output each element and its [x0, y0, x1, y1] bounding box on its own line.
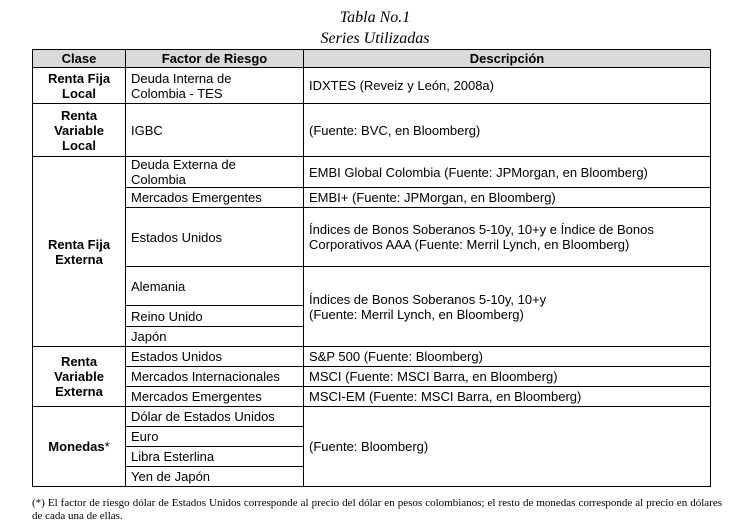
- descripcion-cell: IDXTES (Reveiz y León, 2008a): [304, 68, 711, 104]
- factor-cell: [126, 157, 304, 188]
- clase-renta-variable-externa: [33, 347, 126, 407]
- descripcion-cell: EMBI+ (Fuente: JPMorgan, en Bloomberg): [304, 188, 711, 208]
- clase-label: Renta Fija Local: [47, 70, 111, 101]
- header-clase: Clase: [33, 50, 126, 68]
- factor-cell: Estados Unidos: [126, 347, 304, 367]
- descripcion-cell: (Fuente: BVC, en Bloomberg): [304, 104, 711, 157]
- table-caption-title: Series Utilizadas: [320, 30, 430, 47]
- descripcion-cell: MSCI (Fuente: MSCI Barra, en Bloomberg): [304, 367, 711, 387]
- header-descripcion: Descripción: [304, 50, 711, 68]
- clase-label: Renta Variable Local: [54, 107, 104, 153]
- descripcion-label: Índices de Bonos Soberanos 5-10y, 10+y e Índice de Bonos Corporativos AAA (Fuente: Merril Lynch, en Bloomberg): [309, 222, 654, 252]
- footnote-marker: *: [104, 439, 110, 454]
- factor-cell: Japón: [126, 327, 304, 347]
- factor-label: Deuda Interna de Colombia - TES: [131, 70, 232, 101]
- factor-cell: Alemania: [126, 267, 304, 306]
- clase-renta-fija-local: [33, 68, 126, 104]
- descripcion-cell: (Fuente: Bloomberg): [304, 407, 711, 487]
- clase-renta-variable-local: [33, 104, 126, 157]
- factor-cell: Dólar de Estados Unidos: [126, 407, 304, 427]
- table-row: [33, 267, 711, 306]
- factor-cell: Mercados Emergentes: [126, 188, 304, 208]
- factor-label: Deuda Externa de Colombia: [131, 157, 236, 187]
- factor-cell: Reino Unido: [126, 306, 304, 327]
- table-row: [33, 407, 711, 427]
- factor-cell: Libra Esterlina: [126, 447, 304, 467]
- descripcion-cell: MSCI-EM (Fuente: MSCI Barra, en Bloomberg): [304, 387, 711, 407]
- descripcion-cell: S&P 500 (Fuente: Bloomberg): [304, 347, 711, 367]
- clase-monedas: [33, 407, 126, 487]
- table-row: [33, 387, 711, 407]
- factor-cell: Mercados Emergentes: [126, 387, 304, 407]
- table-row: [33, 188, 711, 208]
- descripcion-cell: [304, 267, 711, 347]
- table-row: [33, 367, 711, 387]
- factor-cell: Yen de Japón: [126, 467, 304, 487]
- table-row: [33, 208, 711, 267]
- clase-label: Monedas: [48, 439, 105, 454]
- factor-cell: Mercados Internacionales: [126, 367, 304, 387]
- clase-label: Renta Fija Externa: [47, 236, 111, 267]
- descripcion-label: Índices de Bonos Soberanos 5-10y, 10+y (Fuente: Merril Lynch, en Bloomberg): [309, 291, 547, 322]
- factor-cell: Estados Unidos: [126, 208, 304, 267]
- table-caption-number: Tabla No.1: [339, 9, 411, 26]
- descripcion-cell: EMBI Global Colombia (Fuente: JPMorgan, en Bloomberg): [304, 157, 711, 188]
- factor-cell: [126, 68, 304, 104]
- table-row: [33, 157, 711, 188]
- factor-cell: IGBC: [126, 104, 304, 157]
- clase-renta-fija-externa: [33, 157, 126, 347]
- factor-cell: Euro: [126, 427, 304, 447]
- table-row: [33, 347, 711, 367]
- clase-label: Renta Variable Externa: [54, 354, 104, 399]
- header-factor: Factor de Riesgo: [126, 50, 304, 68]
- series-table: [32, 49, 711, 487]
- footnote: (*) El factor de riesgo dólar de Estados Unidos corresponde al precio del dólar en pesos colombianos; el resto de monedas corresponde al precio en dólares de cada una de ellas.: [32, 497, 722, 522]
- table-row: [33, 68, 711, 104]
- header-row: [33, 50, 711, 68]
- descripcion-cell: [304, 208, 711, 267]
- table-row: [33, 104, 711, 157]
